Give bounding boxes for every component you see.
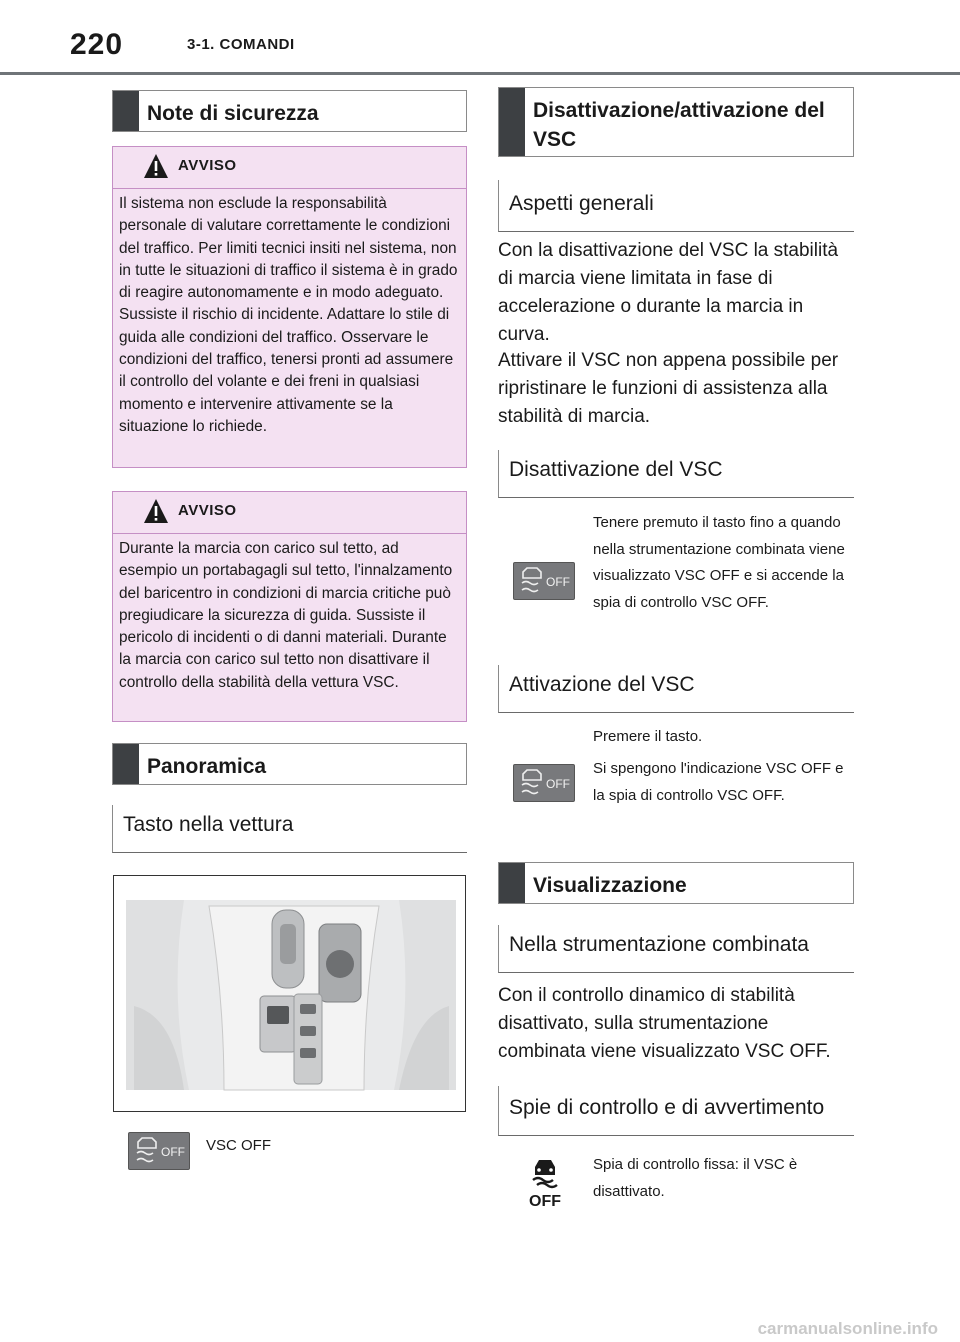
section-note-sicurezza (112, 90, 467, 132)
footer-watermark: carmanualsonline.info (757, 1319, 938, 1338)
center-console-image (113, 875, 466, 1112)
lamp-off-text: OFF (529, 1193, 561, 1209)
warning-text: Durante la marcia con carico sul tetto, ad esempio un portabagagli sul tetto, l'innalzamento del baricentro in condizioni di marcia critiche può pregiudicare la sicurezza di guida. Sussiste il pericolo di incidenti o di danni materiali. Durante la marcia con carico sul tetto non disattivare il controllo della stabilità della vettura VSC. (119, 540, 453, 691)
off-text: OFF (161, 1145, 185, 1159)
subsection-attivazione (498, 665, 854, 713)
subsection-tasto (112, 805, 467, 853)
activation-text-2: Si spengono l'indicazione VSC OFF e la spia di controllo VSC OFF. (593, 760, 844, 804)
warning-label: AVVISO (178, 502, 237, 519)
warning-triangle-icon (143, 498, 169, 524)
vsc-car-skid-icon (514, 765, 574, 801)
warning-header (113, 147, 466, 189)
warning-text: Il sistema non esclude la responsabilità personale di valutare correttamente le condizioni del traffico. Per limiti tecnici insiti nel sistema, non in tutte le situazioni di traffico il sistema è in grado di reagire autonomamente e in modo adeguato. Sussiste il rischio di incidente. Adattare lo stile di guida alle condizioni del traffico. Osservare le condizioni del traffico, tenersi pronti ad assumere il controllo del volante e dei freni in qualsiasi momento e intervenire attivamente se la situazione lo richiede. (119, 195, 458, 435)
subsection-title: Attivazione del VSC (509, 673, 695, 696)
subsection-title: Aspetti generali (509, 192, 654, 215)
warning-box-2 (112, 491, 467, 722)
vsc-off-lamp-icon (525, 1155, 565, 1209)
subsection-aspetti-generali (498, 180, 854, 232)
section-title: Note di sicurezza (147, 102, 319, 125)
deactivation-text: Tenere premuto il tasto fino a quando nella strumentazione combinata viene visualizzato VSC OFF e si accende la spia di controllo VSC OFF. (593, 514, 845, 611)
subsection-title: Tasto nella vettura (123, 813, 294, 836)
section-panoramica (112, 743, 467, 785)
vsc-off-button-icon (513, 764, 575, 802)
subsection-title: Spie di controllo e di avvertimento (509, 1096, 825, 1119)
header-rule (0, 72, 960, 75)
page-number: 220 (70, 28, 124, 61)
warning-triangle-icon (143, 153, 169, 179)
vsc-off-button-icon (128, 1132, 190, 1170)
warning-label: AVVISO (178, 157, 237, 174)
vsc-car-skid-icon (514, 563, 574, 599)
button-caption: VSC OFF (206, 1137, 272, 1154)
vsc-off-button-icon (513, 562, 575, 600)
subsection-strumentazione (498, 925, 854, 973)
subsection-title: Disattivazione del VSC (509, 458, 723, 481)
section-disattivazione-attivazione (498, 87, 854, 157)
section-title: Panoramica (147, 755, 267, 778)
lamps-text: Spia di controllo fissa: il VSC è disattivato. (593, 1156, 798, 1200)
off-text: OFF (546, 777, 570, 791)
off-text: OFF (546, 575, 570, 589)
section-bar (113, 91, 139, 131)
section-title: Disattivazione/attivazione del VSC (533, 99, 825, 151)
section-visualizzazione (498, 862, 854, 904)
warning-box-1 (112, 146, 467, 468)
console-illustration (114, 876, 466, 1112)
section-title: Visualizzazione (533, 874, 687, 897)
section-bar (499, 88, 525, 156)
section-bar (113, 744, 139, 784)
warning-header (113, 492, 466, 534)
subsection-title: Nella strumentazione combinata (509, 933, 809, 956)
general-paragraph-2: Attivare il VSC non appena possibile per ripristinare le funzioni di assistenza alla stabilità di marcia. (498, 350, 839, 427)
section-bar (499, 863, 525, 903)
general-paragraph-1: Con la disattivazione del VSC la stabilità di marcia viene limitata in fase di accelerazione o durante la marcia in curva. (498, 240, 839, 345)
chapter-title: 3-1. COMANDI (187, 36, 295, 53)
subsection-spie (498, 1086, 854, 1136)
cluster-paragraph: Con il controllo dinamico di stabilità disattivato, sulla strumentazione combinata viene visualizzato VSC OFF. (498, 985, 831, 1062)
activation-text-1: Premere il tasto. (593, 728, 703, 745)
vsc-car-skid-icon (129, 1133, 189, 1169)
subsection-disattivazione (498, 450, 854, 498)
